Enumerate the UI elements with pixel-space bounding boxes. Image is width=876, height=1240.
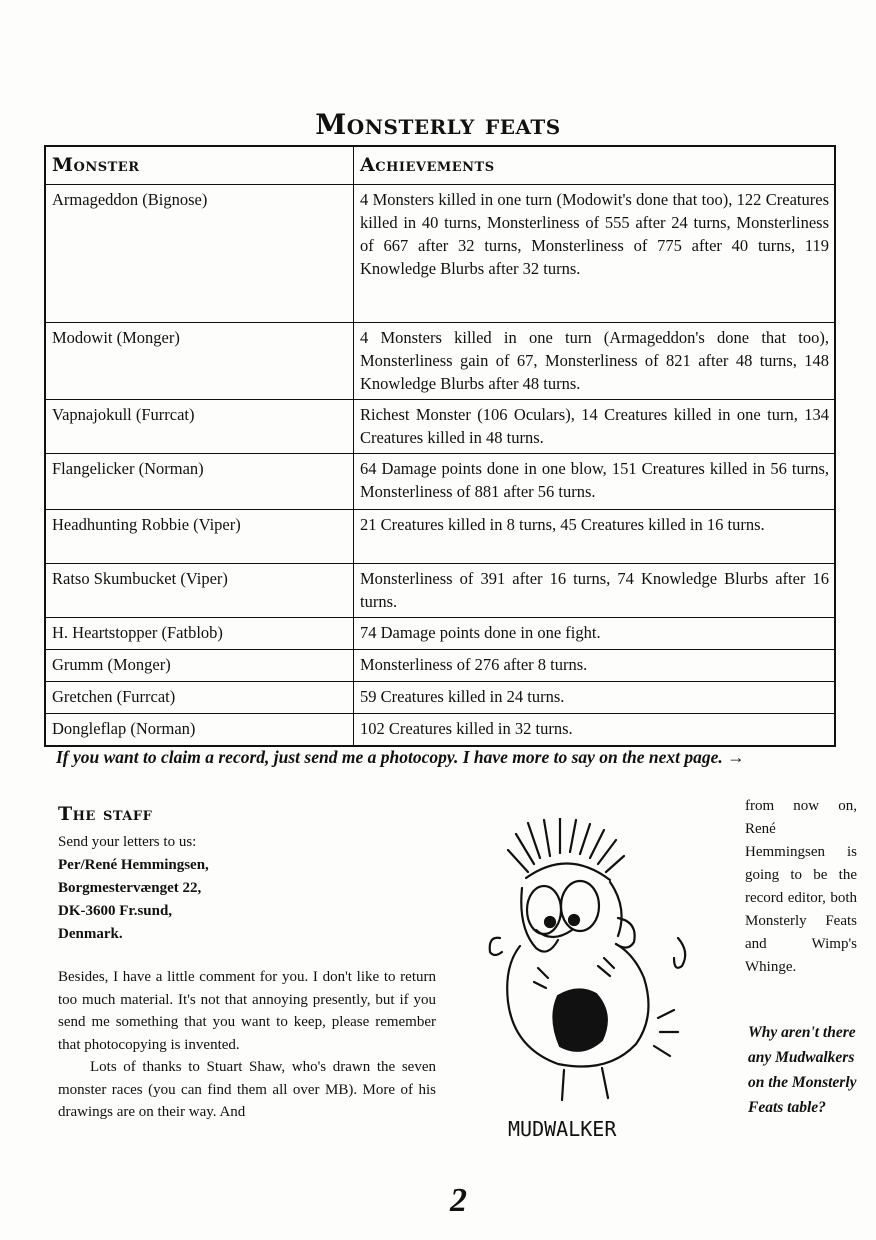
table-row (45, 682, 835, 714)
table-header-row (45, 146, 835, 185)
table-row (45, 650, 835, 682)
table-row (45, 618, 835, 650)
table-row (45, 454, 835, 510)
drawing-caption: MUDWALKER (508, 1117, 617, 1141)
monster-cell: H. Heartstopper (Fatblob) (45, 618, 354, 650)
comment-paragraph: Besides, I have a little comment for you. I don't like to return too much material. It's not that annoying presently, but if you send me something that you want to keep, please remember that photocopying is invented. (58, 969, 436, 1053)
monster-cell: Flangelicker (Norman) (45, 454, 354, 510)
achievement-cell: Richest Monster (106 Oculars), 14 Creatures killed in one turn, 134 Creatures killed in 48 turns. (354, 400, 836, 454)
monster-cell: Vapnajokull (Furrcat) (45, 400, 354, 454)
postal-address (58, 854, 438, 946)
monsterly-feats-table (44, 145, 836, 747)
monster-cell: Grumm (Monger) (45, 650, 354, 682)
editor-comment (58, 966, 436, 1124)
table-row (45, 564, 835, 618)
column-header-achievements: Achievements (354, 146, 836, 185)
address-line: Per/René Hemmingsen, (58, 857, 209, 873)
table-row (45, 323, 835, 400)
monster-cell: Ratso Skumbucket (Viper) (45, 564, 354, 618)
monster-cell: Armageddon (Bignose) (45, 185, 354, 323)
page-title: Monsterly feats (315, 108, 561, 141)
sidebar-question: Why aren't there any Mudwalkers on the Monsterly Feats table? (748, 1024, 857, 1116)
achievement-cell: 74 Damage points done in one fight. (354, 618, 836, 650)
table-row (45, 400, 835, 454)
next-page-arrow-icon: → (727, 747, 745, 767)
monster-cell: Modowit (Monger) (45, 323, 354, 400)
sidebar-text: from now on, René Hemmingsen is going to be the record editor, both Monsterly Feats and Wimp's Whinge. (745, 798, 857, 975)
table-row (45, 510, 835, 564)
achievement-cell: Monsterliness of 276 after 8 turns. (354, 650, 836, 682)
comment-paragraph: Lots of thanks to Stuart Shaw, who's drawn the seven monster races (you can find them all over MB). More of his drawings are on their way. And (58, 1059, 436, 1120)
claim-record-note (56, 747, 876, 768)
claim-record-text: If you want to claim a record, just send me a photocopy. I have more to say on the next page. (56, 747, 723, 767)
achievement-cell: 21 Creatures killed in 8 turns, 45 Creatures killed in 16 turns. (354, 510, 836, 564)
monster-cell: Dongleflap (Norman) (45, 714, 354, 746)
table-row (45, 185, 835, 323)
address-line: Borgmestervænget 22, (58, 880, 202, 896)
achievement-cell: 64 Damage points done in one blow, 151 Creatures killed in 56 turns, Monsterliness of 881 after 56 turns. (354, 454, 836, 510)
monster-cell: Gretchen (Furrcat) (45, 682, 354, 714)
achievement-cell: 102 Creatures killed in 32 turns. (354, 714, 836, 746)
page-number: 2 (450, 1182, 467, 1219)
achievement-cell: 59 Creatures killed in 24 turns. (354, 682, 836, 714)
address-line: DK-3600 Fr.sund, (58, 903, 173, 919)
staff-heading: The staff (58, 803, 153, 825)
achievement-cell: 4 Monsters killed in one turn (Armageddon's done that too), Monsterliness gain of 67, Monsterliness of 821 after 48 turns, 148 Knowledge Blurbs after 48 turns. (354, 323, 836, 400)
table-row (45, 714, 835, 746)
mudwalker-drawing (478, 818, 706, 1148)
achievement-cell: 4 Monsters killed in one turn (Modowit's done that too), 122 Creatures killed in 40 turns, Monsterliness of 555 after 24 turns, Monsterliness of 667 after 32 turns, Monsterliness of 775 after 40 turns, 119 Knowledge Blurbs after 32 turns. (354, 185, 836, 323)
achievement-cell: Monsterliness of 391 after 16 turns, 74 Knowledge Blurbs after 16 turns. (354, 564, 836, 618)
staff-intro: Send your letters to us: (58, 834, 197, 850)
column-header-monster: Monster (45, 146, 354, 185)
monster-cell: Headhunting Robbie (Viper) (45, 510, 354, 564)
staff-section (58, 831, 438, 946)
address-line: Denmark. (58, 926, 123, 942)
